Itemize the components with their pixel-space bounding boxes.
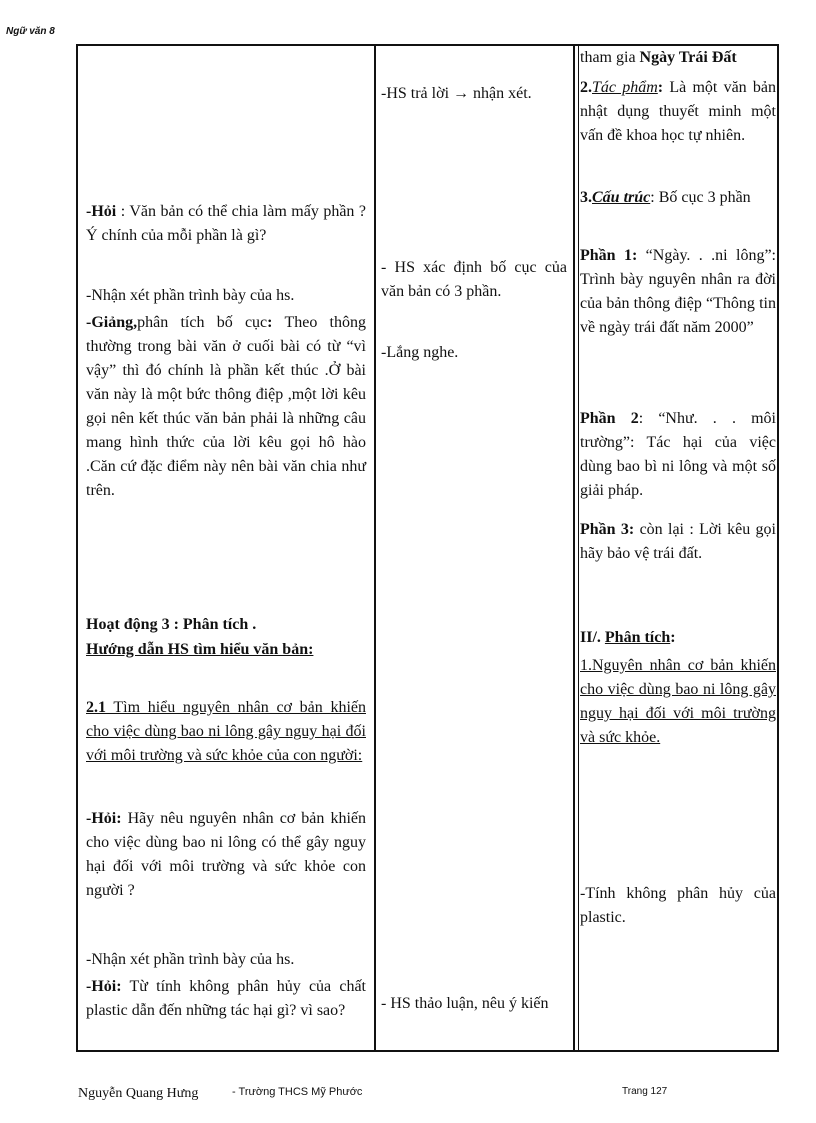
- review-1: -Nhận xét phần trình bày của hs.: [86, 287, 295, 304]
- student-answer: -HS trả lời → nhận xét.: [381, 85, 532, 102]
- content-column: [580, 46, 776, 1050]
- footer-school: - Trường THCS Mỹ Phước: [232, 1086, 363, 1098]
- column-divider-1: [374, 46, 376, 1050]
- footer-author: Nguyễn Quang Hưng: [78, 1086, 199, 1101]
- footer-page: Trang 127: [622, 1086, 668, 1097]
- part-1: Phần 1: “Ngày. . .ni lông”: Trình bày nguyên nhân ra đời của bản thông điệp “Thông tin về ngày trái đất năm 2000”: [580, 247, 777, 336]
- section-2-1-heading: 2.1 Tìm hiểu nguyên nhân cơ bản khiến cho việc dùng bao ni lông gây nguy hại đối với môi trường và sức khỏe của con người:: [86, 699, 366, 764]
- student-column: [381, 46, 567, 1050]
- question-structure: -Hỏi : Văn bản có thể chia làm mấy phần ? Ý chính của mỗi phần là gì?: [86, 203, 366, 244]
- subject-header: Ngữ văn 8: [6, 26, 55, 37]
- non-degradable: -Tính không phân hủy của plastic.: [580, 885, 776, 926]
- review-2: -Nhận xét phần trình bày của hs.: [86, 951, 295, 968]
- lesson-table: [76, 44, 779, 1052]
- teacher-column: [86, 46, 366, 1050]
- student-listen: -Lắng nghe.: [381, 344, 459, 361]
- question-harm: -Hỏi: Từ tính không phân hủy của chất plastic dẫn đến những tác hại gì? vì sao?: [86, 978, 366, 1019]
- work-description: 2.Tác phẩm: Là một văn bản nhật dụng thuyết minh một vấn đề khoa học tự nhiên.: [580, 79, 777, 144]
- question-cause: -Hỏi: Hãy nêu nguyên nhân cơ bản khiến cho việc dùng bao ni lông có thể gây nguy hại đối với môi trường và sức khỏe con người ?: [86, 810, 366, 899]
- cause-heading: 1.Nguyên nhân cơ bản khiến cho việc dùng bao ni lông gây nguy hại đối với môi trường và sức khỏe.: [580, 657, 776, 746]
- part-2: Phần 2: “Như. . . môi trường”: Tác hại của việc dùng bao bì ni lông và một số giải pháp.: [580, 410, 776, 499]
- activity-3-title: Hoạt động 3 : Phân tích .: [86, 616, 257, 633]
- column-divider-2: [573, 46, 575, 1050]
- structure-heading: 3.Cấu trúc: Bố cục 3 phần: [580, 189, 751, 206]
- explain-structure: -Giảng,phân tích bố cục: Theo thông thường trong bài văn ở cuối bài có từ “vì vậy” thì đó chính là phần kết thúc .Ở bài văn này là một bức thông điệp ,một lời kêu gọi nên kết thúc văn bản phải là những câu mang hình thức của lời kêu gọi hô hào .Căn cứ đặc điểm này nên bài văn chia như trên.: [86, 314, 367, 499]
- column-divider-3: [578, 46, 579, 1050]
- earth-day-line: tham gia Ngày Trái Đất: [580, 49, 737, 66]
- part-3: Phần 3: còn lại : Lời kêu gọi hãy bảo vệ trái đất.: [580, 521, 776, 562]
- analysis-heading: II/. Phân tích:: [580, 629, 676, 646]
- student-discuss: - HS thảo luận, nêu ý kiến: [381, 995, 549, 1012]
- student-identify: - HS xác định bố cục của văn bản có 3 phần.: [381, 259, 567, 300]
- guide-heading: Hướng dẫn HS tìm hiểu văn bản:: [86, 641, 314, 658]
